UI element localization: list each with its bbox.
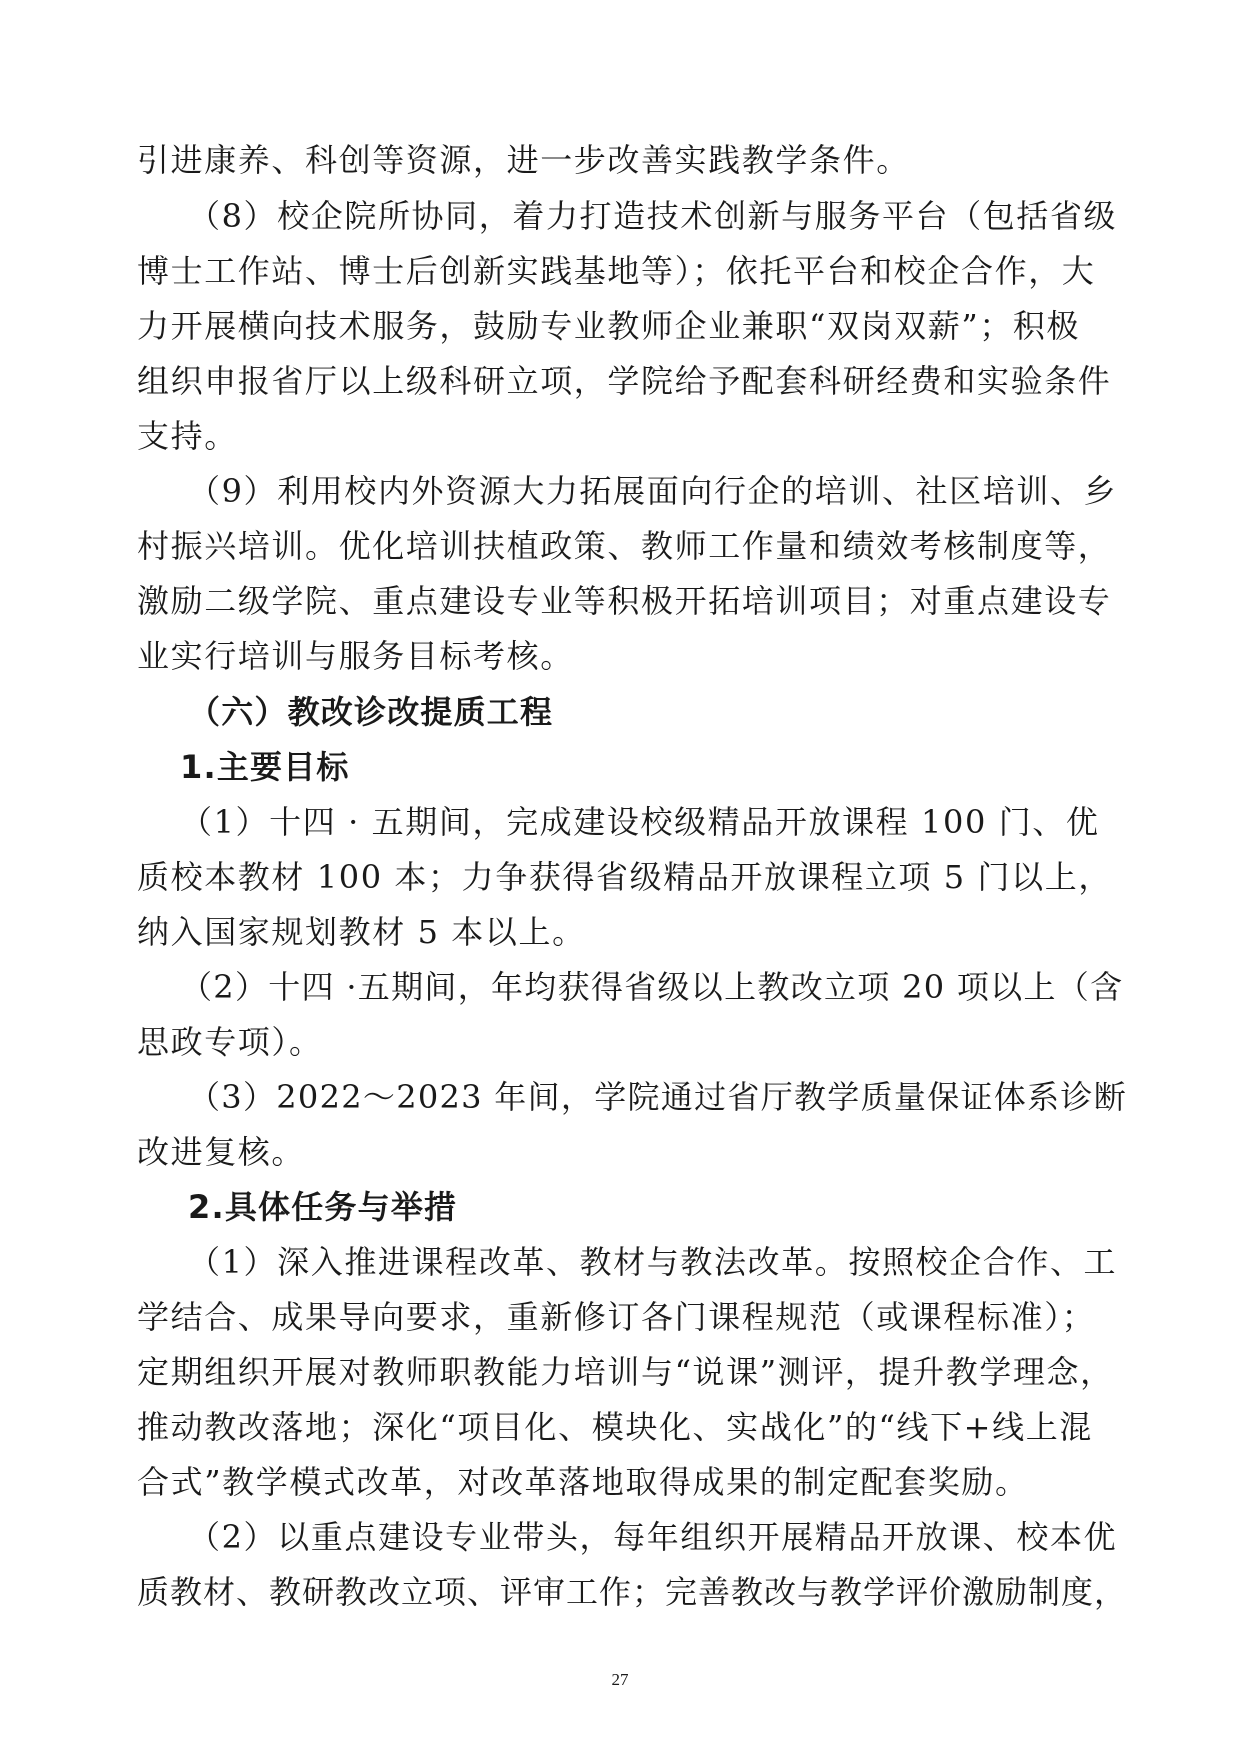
body-line: 激励二级学院、重点建设专业等积极开拓培训项目；对重点建设专: [137, 582, 1112, 620]
subsection-heading: 1.主要目标: [180, 748, 350, 786]
body-line: （2）十四 ·五期间，年均获得省级以上教改立项 20 项以上（含: [180, 968, 1124, 1006]
body-line: 学结合、成果导向要求，重新修订各门课程规范（或课程标准）；: [137, 1298, 1096, 1336]
body-line: 组织申报省厅以上级科研立项，学院给予配套科研经费和实验条件: [137, 362, 1112, 400]
body-line: 纳入国家规划教材 5 本以上。: [137, 913, 586, 951]
body-line: （1）十四 · 五期间，完成建设校级精品开放课程 100 门、优: [180, 803, 1100, 841]
body-line: （9）利用校内外资源大力拓展面向行企的培训、社区培训、乡: [188, 472, 1118, 510]
subsection-heading: 2.具体任务与举措: [188, 1188, 458, 1226]
body-line: 业实行培训与服务目标考核。: [137, 637, 574, 675]
body-line: 力开展横向技术服务，鼓励专业教师企业兼职“双岗双薪”；积极: [137, 307, 1081, 345]
body-line: 质教材、教研教改立项、评审工作；完善教改与教学评价激励制度，: [137, 1573, 1128, 1611]
body-line: 定期组织开展对教师职教能力培训与“说课”测评，提升教学理念，: [137, 1353, 1114, 1391]
body-line: 推动教改落地；深化“项目化、模块化、实战化”的“线下+线上混: [137, 1408, 1093, 1446]
body-line: 质校本教材 100 本；力争获得省级精品开放课程立项 5 门以上，: [137, 858, 1112, 896]
body-line: 引进康养、科创等资源，进一步改善实践教学条件。: [137, 141, 910, 179]
body-line: 思政专项）。: [137, 1023, 323, 1061]
section-heading: （六）教改诊改提质工程: [188, 693, 554, 731]
body-line: （3）2022～2023 年间，学院通过省厅教学质量保证体系诊断: [188, 1078, 1128, 1116]
body-line: （2）以重点建设专业带头，每年组织开展精品开放课、校本优: [188, 1518, 1118, 1556]
body-line: 改进复核。: [137, 1133, 306, 1171]
body-line: 博士工作站、博士后创新实践基地等）；依托平台和校企合作，大: [137, 252, 1096, 290]
page-number: 27: [611, 1670, 629, 1689]
body-line: （1）深入推进课程改革、教材与教法改革。按照校企合作、工: [188, 1243, 1118, 1281]
body-line: 村振兴培训。优化培训扶植政策、教师工作量和绩效考核制度等，: [137, 527, 1112, 565]
body-line: 支持。: [137, 417, 238, 455]
body-line: （8）校企院所协同，着力打造技术创新与服务平台（包括省级: [188, 197, 1118, 235]
body-line: 合式”教学模式改革，对改革落地取得成果的制定配套奖励。: [137, 1463, 1029, 1501]
